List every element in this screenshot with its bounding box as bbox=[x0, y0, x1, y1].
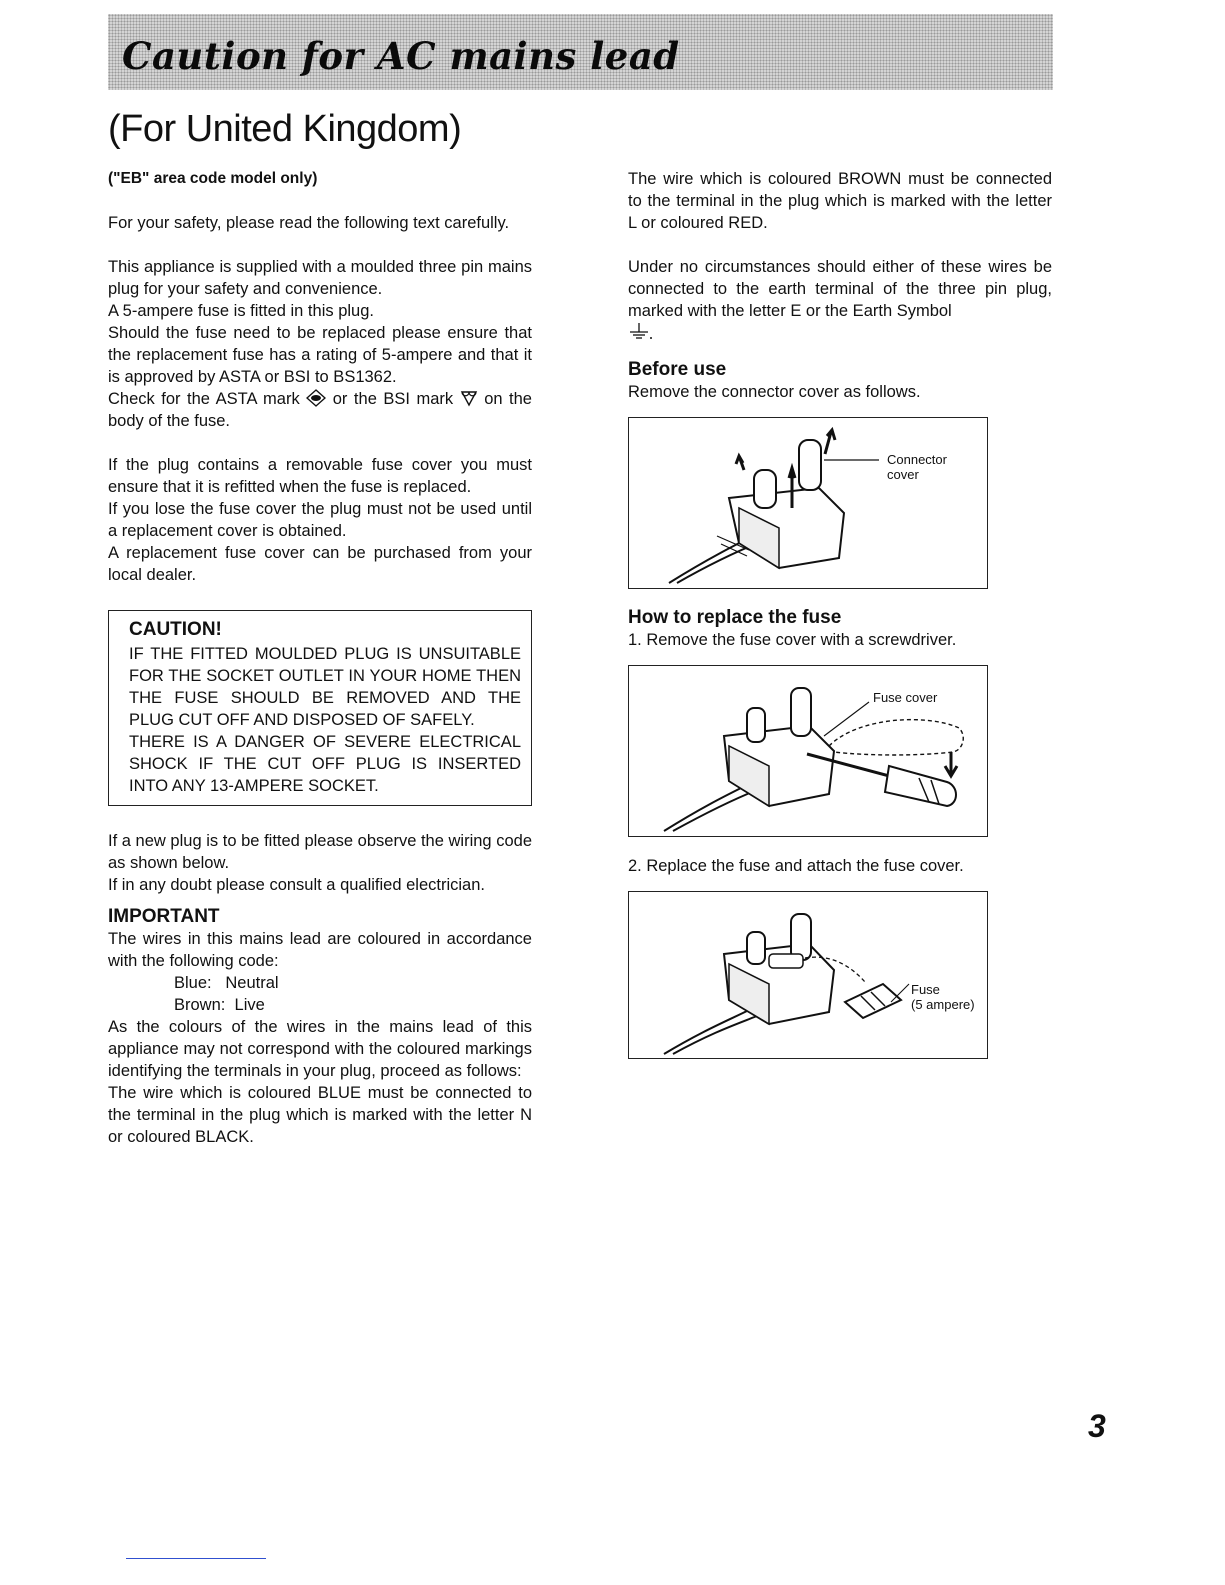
fuse-label bbox=[911, 982, 991, 1012]
header-banner bbox=[108, 14, 1053, 90]
earth-paragraph bbox=[628, 256, 1052, 345]
how-to-heading: How to replace the fuse bbox=[628, 607, 842, 628]
fuse-label-line-2: (5 ampere) bbox=[911, 997, 975, 1012]
mark-text-b: or the BSI mark bbox=[332, 390, 454, 408]
connector-cover-figure bbox=[628, 417, 988, 589]
fuse-figure bbox=[628, 891, 988, 1059]
safety-intro: For your safety, please read the following text carefully. bbox=[108, 214, 510, 232]
before-use-text: Remove the connector cover as follows. bbox=[628, 383, 921, 401]
step-2: 2. Replace the fuse and attach the fuse cover. bbox=[628, 857, 964, 875]
fuse-cover-label: Fuse cover bbox=[873, 690, 938, 705]
connector-cover-label: Connector cover bbox=[887, 452, 947, 482]
page-title: (For United Kingdom) bbox=[108, 108, 462, 150]
left-column bbox=[108, 168, 532, 1148]
fuse-cover-paragraph-3: A replacement fuse cover can be purchased from your local dealer. bbox=[108, 544, 532, 584]
page-number: 3 bbox=[1088, 1408, 1106, 1444]
fuse-illustration bbox=[629, 892, 987, 1058]
mark-text-a: Check for the ASTA mark bbox=[108, 390, 300, 408]
mark-text-c: on the body of the fuse. bbox=[108, 390, 532, 430]
fuse-cover-figure bbox=[628, 665, 988, 837]
plug-paragraph-3: Should the fuse need to be replaced please ensure that the replacement fuse has a rating of 5-ampere and that it is approved by ASTA or BSI to BS1362. bbox=[108, 324, 532, 386]
plug-paragraph-2: A 5-ampere fuse is fitted in this plug. bbox=[108, 302, 374, 320]
caution-heading: CAUTION! bbox=[129, 619, 222, 640]
caution-text-2: THERE IS A DANGER OF SEVERE ELECTRICAL SHOCK IF THE CUT OFF PLUG IS INSERTED INTO ANY 13-AMPERE SOCKET. bbox=[129, 733, 521, 795]
code-blue: Blue: Neutral bbox=[174, 974, 279, 992]
bsi-mark-icon bbox=[460, 389, 478, 407]
important-paragraph-3: The wire which is coloured BLUE must be connected to the terminal in the plug which is marked with the letter N or coloured BLACK. bbox=[108, 1084, 532, 1146]
connector-cover-illustration bbox=[629, 418, 987, 588]
mark-paragraph bbox=[108, 388, 532, 432]
fuse-label-line-1: Fuse bbox=[911, 982, 940, 997]
caution-text-1: IF THE FITTED MOULDED PLUG IS UNSUITABLE FOR THE SOCKET OUTLET IN YOUR HOME THEN THE FUSE SHOULD BE REMOVED AND THE PLUG CUT OFF AND DISPOSED OF SAFELY. bbox=[129, 645, 521, 729]
footer-link-underline[interactable] bbox=[126, 1558, 266, 1559]
important-heading: IMPORTANT bbox=[108, 906, 220, 927]
before-use-heading: Before use bbox=[628, 359, 727, 380]
banner-title: Caution for AC mains lead bbox=[122, 34, 680, 78]
earth-text: Under no circumstances should either of these wires be connected to the earth terminal of the three pin plug, marked with the letter E or the Earth Symbol bbox=[628, 258, 1052, 320]
brown-wire-paragraph: The wire which is coloured BROWN must be connected to the terminal in the plug which is marked with the letter L or coloured RED. bbox=[628, 170, 1052, 232]
code-brown: Brown: Live bbox=[174, 996, 265, 1014]
caution-box bbox=[108, 610, 532, 806]
earth-symbol-icon bbox=[628, 322, 652, 342]
plug-paragraph-1: This appliance is supplied with a moulded three pin mains plug for your safety and convenience. bbox=[108, 258, 532, 298]
important-paragraph-2: As the colours of the wires in the mains lead of this appliance may not correspond with the coloured markings identifying the terminals in your plug, proceed as follows: bbox=[108, 1018, 532, 1080]
fuse-cover-paragraph-1: If the plug contains a removable fuse cover you must ensure that it is refitted when the fuse is replaced. bbox=[108, 456, 532, 496]
important-paragraph-1: The wires in this mains lead are coloured in accordance with the following code: bbox=[108, 930, 532, 970]
wiring-paragraph-2: If in any doubt please consult a qualified electrician. bbox=[108, 876, 485, 894]
right-column bbox=[628, 168, 1052, 1077]
wiring-paragraph-1: If a new plug is to be fitted please observe the wiring code as shown below. bbox=[108, 832, 532, 872]
fuse-cover-paragraph-2: If you lose the fuse cover the plug must not be used until a replacement cover is obtained. bbox=[108, 500, 532, 540]
step-1: 1. Remove the fuse cover with a screwdriver. bbox=[628, 631, 957, 649]
area-code-note: ("EB" area code model only) bbox=[108, 170, 318, 187]
asta-mark-icon bbox=[306, 389, 326, 407]
